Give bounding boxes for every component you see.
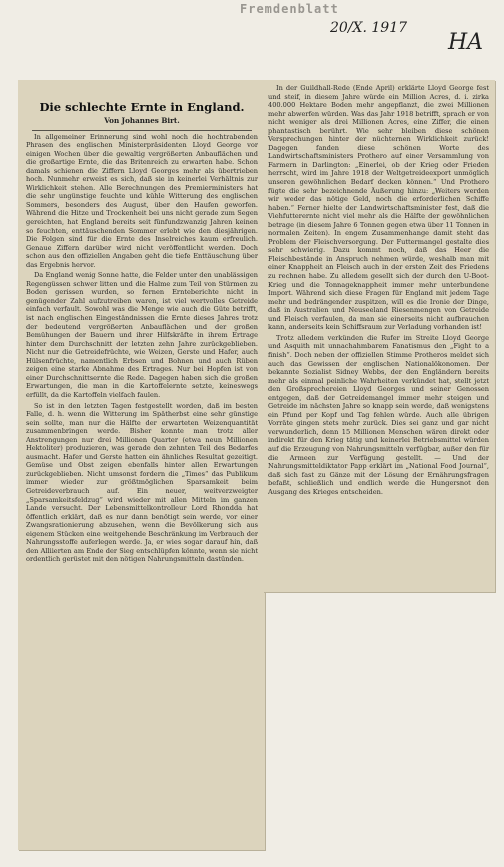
paragraph: In der Guildhall-Rede (Ende April) erklärte Lloyd George fest und steif, in diesem Jahre würde ein Million Acres, d. i. zirka 400.000 Hektare Boden mehr angepflanzt, die zwei Millionen mehr abwerfen würden. Was das Jahr 1918 betrifft, sprach er von nicht weniger als drei Millionen Acres, eine Ziffer, die einen phantastisch berührt. Wie sehr bleiben diese schönen Versprechungen hinter der nüchternen Wirklichkeit zurück! Dagegen fanden diese schönen Worte des Landwirtschaftsministers Prothero auf einer Versammlung von Farmern in Darlington: „Einerlei, ob der Krieg oder Frieden herrscht, wird im Jahre 1918 der Weltgetreideexport unmöglich unseren gewöhnlichen Bedarf decken können.“ Und Prothero fügte die sehr bezeichnende Äußerung hinzu: „Weiters werden wir weder das nötige Geld, noch die erforderlichen Schiffe haben.“ Ferner hielte der Landwirtschaftsminister fest, daß die Viehfutterernte nicht viel mehr als die Hälfte der gewöhnlichen betrage (in diesem Jahre 6 Tonnen gegen etwa über 11 Tonnen in normalen Zeiten). In engem Zusammenhange damit steht das Problem der Fleischversorgung. Der Futtermangel gestalte dies sehr schwierig. Dazu kommt noch, daß das Heer die Fleischbestände in Anspruch nehmen würde, weshalb man mit einer Knappheit an Fleisch auch in der ersten Zeit des Friedens zu rechnen habe. Zu alledem gesellt sich der durch den U-Boot-Krieg und die Tonnageknappheit immer mehr unterbundene Import. Während sich diese Fragen für England mit jedem Tage mehr und bedrängender zuspitzen, will es die Ironie der Dinge, daß in Australien und Neuseeland Riesenmengen von Getreide und Fleisch verfaulen, da man sie einerseits nicht aufbrauchen kann, anderseits kein Schiffsraum zur Verladung vorhanden ist! [268, 84, 489, 332]
paragraph: Trotz alledem verkünden die Rufer im Streite Lloyd George und Asquith mit unnachahmbarem Fanatismus den „Fight to a finish“. Doch neben der offiziellen Stimme Protheros meldet sich auch das Gewissen der englischen Nationalökonomen. Der bekannte Sozialist Sidney Webbs, der den Engländern bereits mehr als einmal peinliche Wahrheiten verkündet hat, stellt jetzt den Großsprechereien Lloyd Georges und seiner Genossen entgegen, daß der Getreidemangel immer mehr steigen und Getreide im nächsten Jahre so knapp sein werde, daß wenigstens ein Pfund per Kopf und Tag fehlen würde. Auch alle übrigen Vorräte gingen stets mehr zurück. Dies sei ganz und gar nicht verwunderlich, denn 15 Millionen Menschen wären direkt oder indirekt für den Krieg tätig und keinerlei Betriebsmittel würden auf die Erzeugung von Nahrungsmitteln verfügbar, außer den für die Armeen zur Verfügung gestellt. — Und der Nahrungsmitteldiktator Papp erklärt im „National Food Journal“, daß sich fast zu Gänze mit der Lösung der Ernährungsfragen befaßt, schließlich und endlich werde die Hungersnot den Ausgang des Krieges entscheiden. [268, 333, 489, 496]
article-column-right [268, 84, 489, 586]
newspaper-stamp: Fremdenblatt [240, 2, 339, 16]
handwritten-date: 20/X. 1917 [330, 20, 408, 36]
divider [32, 130, 252, 131]
article-author: Von Johannes Birt. [104, 116, 180, 125]
paragraph: Da England wenig Sonne hatte, die Felder unter den unablässigen Regengüssen schwer litten und die Halme zum Teil von Stürmen zu Boden gerissen wurden, so fernen Ernteberichte nicht in genügender Zahl aufzutreiben waren, ist viel wertvolles Getreide einfach verfault. Sowohl was die Menge wie auch die Güte betrifft, ist nach englischen Eingeständnissen die Ernte dieses Jahres trotz der bedeutend vergrößerten Anbauflächen und der großen Bemühungen der Bauern und ihrer Hilfskräfte in ihrem Ertrage hinter dem Durchschnitt der letzten zehn Jahre zurückgeblieben. Nicht nur die Getreidefrüchte, wie Weizen, Gerste und Hafer, auch Hülsenfrüchte, namentlich Erbsen und Bohnen und auch Rüben zeigen eine starke Abnahme des Ertrages. Nur bei Hopfen ist von einer Durchschnittsernte die Rede. Dagegen haben sich die großen Erwartungen, die man in die Kartoffelernte setzte, keineswegs erfüllt, da die Kartoffeln vielfach faulen. [26, 271, 258, 399]
handwritten-mark: HA [448, 30, 484, 55]
paragraph: In allgemeiner Erinnerung sind wohl noch die hochtrabenden Phrasen des englischen Ministerpräsidenten Lloyd George vor einigen Wochen über die gewaltig vergrößerten Anbauflächen und die großartige Ernte, die das Britenreich zu erwarten habe. Schon damals schienen die Ziffern Lloyd Georges mehr als übertrieben hoch. Nunmehr erweist es sich, daß sie in keinerlei Verhältnis zur Wirklichkeit stehen. Alle Berechnungen des Premierministers hat die sehr ungünstige feuchte und kühle Witterung des englischen Sommers, besonders des August, über den Haufen geworfen. Während die Hitze und Trockenheit bei uns nicht gerade zum Segen gereichten, hat England bereits seit fünfundzwanzig Jahren keinen so feuchten, enttäuschenden Sommer erlebt wie den diesjährigen. Die Folgen sind für die Ernte des Inselreiches kaum erfreulich. Genaue Ziffern darüber wird nicht veröffentlicht werden. Doch schon aus den offiziellen Angaben geht die tiefe Enttäuschung über das Ergebnis hervor. [26, 132, 258, 269]
article-title: Die schlechte Ernte in England. [39, 100, 245, 114]
paragraph: So ist in den letzten Tagen festgestellt worden, daß im besten Falle, d. h. wenn die Witterung im Spätherbst eine sehr günstige sein sollte, man nur die Hälfte der erwarteten Weizenquantität zusammenbringen werde. Bisher konnte man trotz aller Anstrengungen nur drei Millionen Quarter (etwa neun Millionen Hektoliter) produzieren, was gerade den zehnten Teil des Bedarfes ausmacht. Hafer und Gerste hatten ein ähnliches Resultat gezeitigt. Gemüse und Obst zeigen ebenfalls hinter allen Erwartungen zurückgeblieben. Nicht umsonst fordern die „Times“ das Publikum immer wieder zur größtmöglichen Sparsamkeit beim Getreideverbrauch auf. Ein neuer, weitverzweigter „Sparsamkeitsfeldzug“ wird wieder mit allen Mitteln im ganzen Lande versucht. Der Lebensmittelkontrolleur Lord Rhondda hat öffentlich erklärt, daß es nur dann benötigt sein werde, vor einer Zwangsrationierung abzusehen, wenn die Bevölkerung sich aus eigenem Stücken eine weitgehende Beschränkung im Verbrauch der Nahrungsstoffe auferlegen werde. Ja, er wies sogar darauf hin, daß den Alliierten am Ende der Sieg entschlüpfen könnte, wenn sie nicht ordentlich gerüstet mit den nötigen Nahrungsmitteln dastünden. [26, 401, 258, 564]
article-column-left [26, 90, 258, 840]
